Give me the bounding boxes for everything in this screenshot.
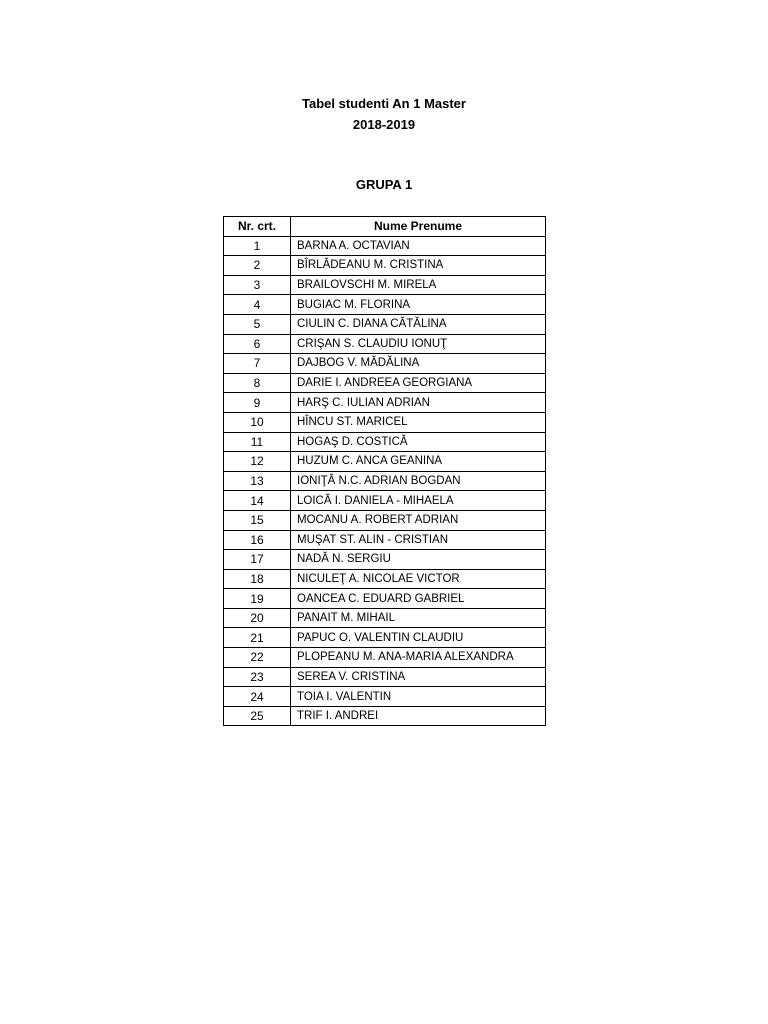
row-number: 17 (224, 550, 291, 570)
student-name: PAPUC O. VALENTIN CLAUDIU (291, 628, 546, 648)
row-number: 6 (224, 334, 291, 354)
row-number: 16 (224, 530, 291, 550)
table-row (224, 354, 546, 374)
student-name: TOIA I. VALENTIN (291, 687, 546, 707)
table-row (224, 687, 546, 707)
student-name: BARNA A. OCTAVIAN (291, 236, 546, 256)
row-number: 1 (224, 236, 291, 256)
table-row (224, 491, 546, 511)
table-row (224, 550, 546, 570)
column-header-name: Nume Prenume (291, 217, 546, 237)
row-number: 13 (224, 471, 291, 491)
student-name: HUZUM C. ANCA GEANINA (291, 452, 546, 472)
table-row (224, 275, 546, 295)
group-title: GRUPA 1 (355, 177, 413, 192)
row-number: 22 (224, 648, 291, 668)
table-row (224, 530, 546, 550)
row-number: 7 (224, 354, 291, 374)
row-number: 25 (224, 706, 291, 726)
student-name: OANCEA C. EDUARD GABRIEL (291, 589, 546, 609)
table-row (224, 510, 546, 530)
row-number: 15 (224, 510, 291, 530)
table-row (224, 706, 546, 726)
table-row (224, 452, 546, 472)
row-number: 4 (224, 295, 291, 315)
student-name: HOGAŞ D. COSTICĂ (291, 432, 546, 452)
academic-year: 2018-2019 (352, 117, 416, 132)
table-row (224, 295, 546, 315)
student-name: CRIŞAN S. CLAUDIU IONUŢ (291, 334, 546, 354)
row-number: 23 (224, 667, 291, 687)
column-header-nr: Nr. crt. (224, 217, 291, 237)
table-row (224, 589, 546, 609)
row-number: 24 (224, 687, 291, 707)
row-number: 20 (224, 608, 291, 628)
row-number: 12 (224, 452, 291, 472)
row-number: 5 (224, 314, 291, 334)
row-number: 11 (224, 432, 291, 452)
student-name: MOCANU A. ROBERT ADRIAN (291, 510, 546, 530)
table-row (224, 648, 546, 668)
students-table (223, 216, 546, 726)
table-row (224, 412, 546, 432)
row-number: 10 (224, 412, 291, 432)
table-row (224, 471, 546, 491)
row-number: 9 (224, 393, 291, 413)
row-number: 2 (224, 256, 291, 276)
table-row (224, 393, 546, 413)
document-header (0, 93, 768, 135)
row-number: 21 (224, 628, 291, 648)
student-name: SEREA V. CRISTINA (291, 667, 546, 687)
table-row (224, 314, 546, 334)
student-name: NICULEŢ A. NICOLAE VICTOR (291, 569, 546, 589)
student-name: DARIE I. ANDREEA GEORGIANA (291, 373, 546, 393)
student-name: PANAIT M. MIHAIL (291, 608, 546, 628)
table-row (224, 334, 546, 354)
row-number: 18 (224, 569, 291, 589)
row-number: 3 (224, 275, 291, 295)
row-number: 8 (224, 373, 291, 393)
student-name: TRIF I. ANDREI (291, 706, 546, 726)
table-row (224, 373, 546, 393)
table-row (224, 432, 546, 452)
student-name: BRAILOVSCHI M. MIRELA (291, 275, 546, 295)
student-name: MUŞAT ST. ALIN - CRISTIAN (291, 530, 546, 550)
row-number: 14 (224, 491, 291, 511)
student-name: BÎRLĂDEANU M. CRISTINA (291, 256, 546, 276)
table-row (224, 569, 546, 589)
student-name: IONIŢĂ N.C. ADRIAN BOGDAN (291, 471, 546, 491)
table-row (224, 628, 546, 648)
row-number: 19 (224, 589, 291, 609)
student-name: BUGIAC M. FLORINA (291, 295, 546, 315)
student-name: HÎNCU ST. MARICEL (291, 412, 546, 432)
student-name: NADĂ N. SERGIU (291, 550, 546, 570)
table-header-row (224, 217, 546, 237)
document-title: Tabel studenti An 1 Master (302, 96, 466, 111)
student-name: PLOPEANU M. ANA-MARIA ALEXANDRA (291, 648, 546, 668)
student-name: HARŞ C. IULIAN ADRIAN (291, 393, 546, 413)
table-row (224, 608, 546, 628)
student-name: LOICĂ I. DANIELA - MIHAELA (291, 491, 546, 511)
table-row (224, 667, 546, 687)
table-row (224, 236, 546, 256)
table-row (224, 256, 546, 276)
student-name: DAJBOG V. MĂDĂLINA (291, 354, 546, 374)
student-name: CIULIN C. DIANA CĂTĂLINA (291, 314, 546, 334)
